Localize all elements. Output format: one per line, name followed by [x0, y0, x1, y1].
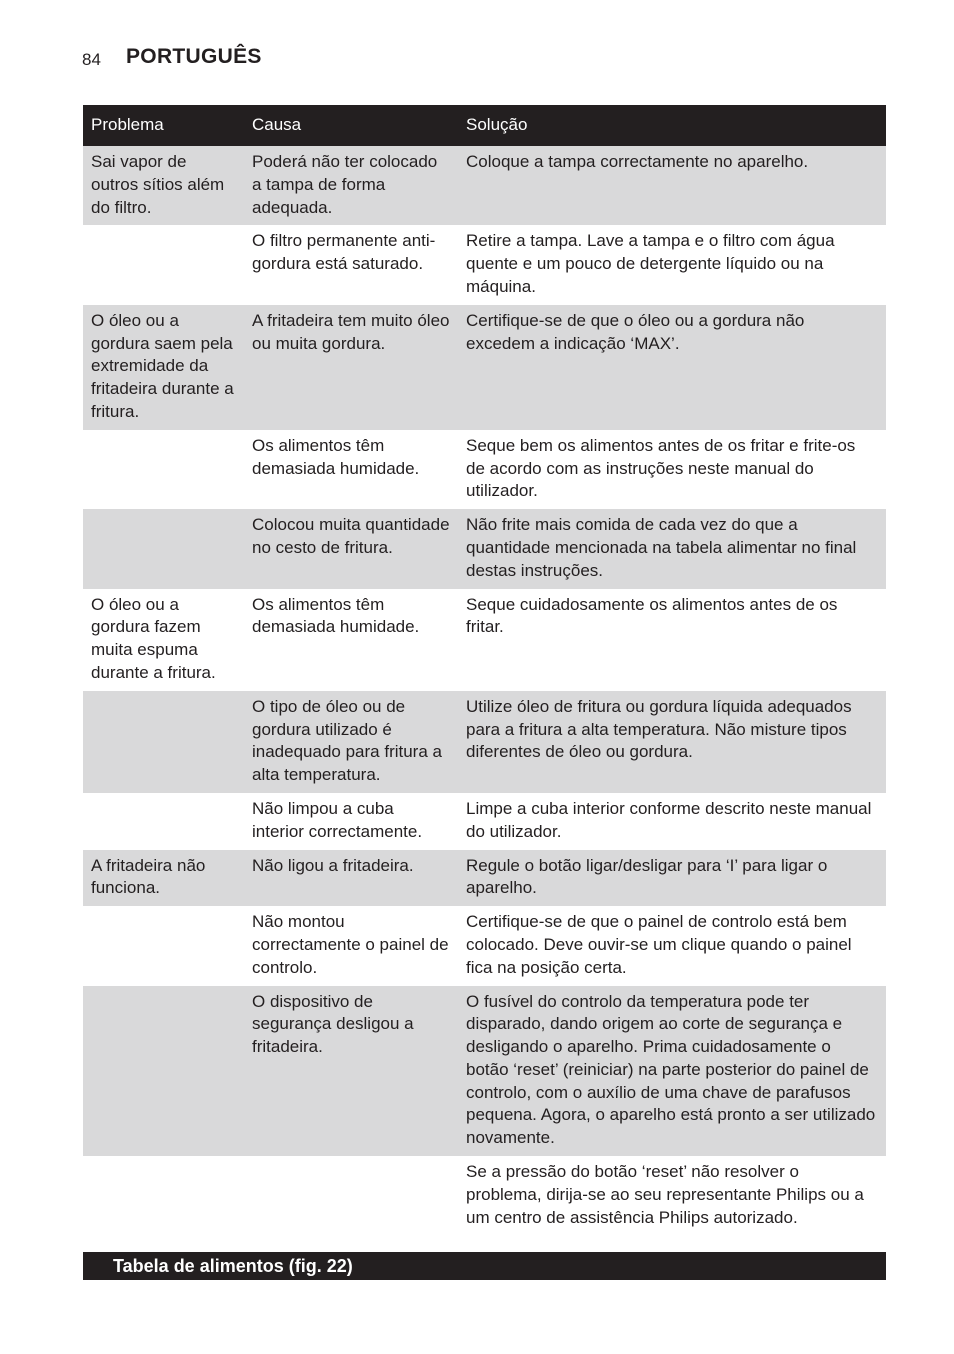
solution-cell: Se a pressão do botão ‘reset’ não resolver o problema, dirija-se ao seu representante Philips ou a um centro de assistência Philips autorizado. — [466, 1162, 864, 1227]
cause-cell: O dispositivo de segurança desligou a fritadeira. — [244, 986, 458, 1157]
solution-cell: Retire a tampa. Lave a tampa e o filtro com água quente e um pouco de detergente líquido ou na máquina. — [466, 231, 835, 296]
solution-cell: Certifique-se de que o painel de controlo está bem colocado. Deve ouvir-se um clique quando o painel fica na posição certa. — [466, 912, 852, 977]
cause-cell — [244, 1156, 458, 1235]
solution-cell: Seque cuidadosamente os alimentos antes de os fritar. — [466, 594, 838, 637]
cause-cell: Poderá não ter colocado a tampa de forma adequada. — [244, 146, 458, 225]
page-title: PORTUGUÊS — [126, 45, 262, 68]
table-row — [83, 589, 886, 691]
solution-cell: Certifique-se de que o óleo ou a gordura não excedem a indicação ‘MAX’. — [458, 305, 886, 430]
table-row — [83, 430, 886, 509]
cause-cell: O tipo de óleo ou de gordura utilizado é inadequado para fritura a alta temperatura. — [244, 691, 458, 793]
problem-cell — [83, 430, 244, 509]
solution-cell: Utilize óleo de fritura ou gordura líquida adequados para a fritura a alta temperatura. Não misture tipos diferentes de óleo ou gordura. — [458, 691, 886, 793]
cause-cell: Colocou muita quantidade no cesto de fritura. — [244, 509, 458, 588]
solution-cell: Limpe a cuba interior conforme descrito neste manual do utilizador. — [466, 798, 872, 841]
table-row — [83, 986, 886, 1157]
table-row — [83, 305, 886, 430]
table-row — [83, 509, 886, 588]
solution-cell: Coloque a tampa correctamente no aparelho. — [458, 146, 886, 225]
column-header-cause: Causa — [244, 105, 458, 146]
section-heading: Tabela de alimentos (fig. 22) — [113, 1256, 353, 1276]
table-row — [83, 850, 886, 907]
column-header-solution: Solução — [458, 105, 886, 146]
problem-cell: O óleo ou a gordura fazem muita espuma durante a fritura. — [91, 594, 216, 682]
problem-cell: A fritadeira não funciona. — [83, 850, 244, 907]
problem-cell: O óleo ou a gordura saem pela extremidade da fritadeira durante a fritura. — [83, 305, 244, 430]
cause-cell: Não ligou a fritadeira. — [244, 850, 458, 907]
problem-cell — [83, 906, 244, 985]
cause-cell: O filtro permanente anti-gordura está saturado. — [252, 231, 436, 274]
table-row — [83, 146, 886, 225]
solution-cell: Não frite mais comida de cada vez do que a quantidade mencionada na tabela alimentar no final destas instruções. — [458, 509, 886, 588]
problem-cell — [83, 225, 244, 304]
column-header-problem: Problema — [83, 105, 244, 146]
problem-cell — [83, 793, 244, 850]
cause-cell: Os alimentos têm demasiada humidade. — [252, 435, 420, 478]
page-number: 84 — [82, 50, 101, 69]
problem-cell: Sai vapor de outros sítios além do filtro. — [83, 146, 244, 225]
table-row — [83, 906, 886, 985]
cause-cell: A fritadeira tem muito óleo ou muita gordura. — [244, 305, 458, 430]
table-header-row — [83, 105, 886, 146]
table-row — [83, 793, 886, 850]
solution-cell: Seque bem os alimentos antes de os fritar e frite-os de acordo com as instruções neste manual do utilizador. — [466, 435, 856, 501]
problem-cell — [83, 986, 244, 1157]
cause-cell: Não limpou a cuba interior correctamente. — [252, 798, 423, 841]
problem-cell — [83, 1156, 244, 1235]
solution-cell: Regule o botão ligar/desligar para ‘I’ para ligar o aparelho. — [458, 850, 886, 907]
cause-cell: Os alimentos têm demasiada humidade. — [252, 594, 420, 637]
problem-cell — [83, 509, 244, 588]
solution-cell: O fusível do controlo da temperatura pode ter disparado, dando origem ao corte de segurança e desligando o aparelho. Prima cuidadosamente o botão ‘reset’ (reiniciar) na parte posterior do painel de controlo, com o auxílio de uma chave de parafusos pequena. Agora, o aparelho está pronto a ser utilizado novamente. — [458, 986, 886, 1157]
section-heading-bar — [83, 1252, 886, 1280]
cause-cell: Não montou correctamente o painel de controlo. — [252, 912, 449, 977]
table-row — [83, 691, 886, 793]
table-row — [83, 1156, 886, 1235]
problem-cell — [83, 691, 244, 793]
troubleshooting-table — [83, 105, 886, 1235]
table-row — [83, 225, 886, 304]
